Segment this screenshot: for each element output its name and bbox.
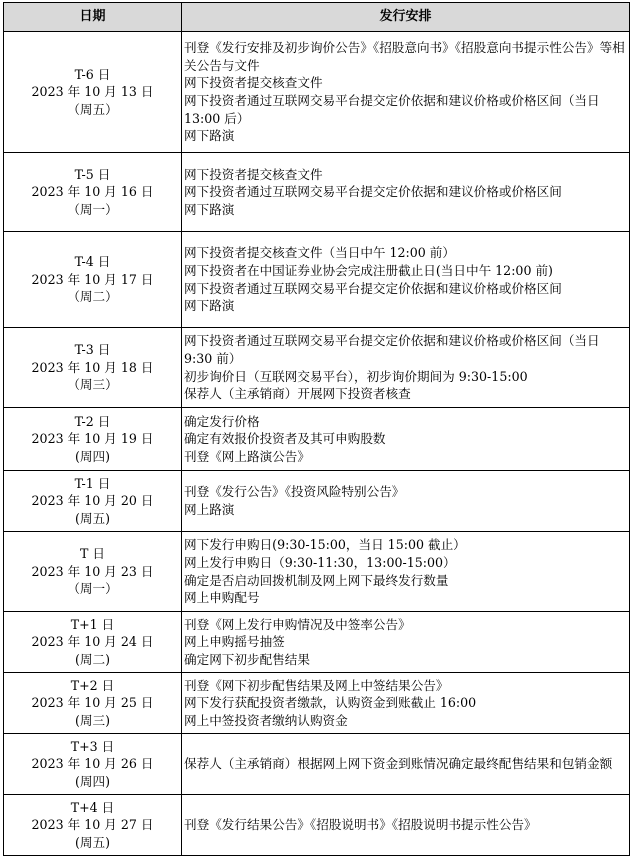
date-full-label: 2023 年 10 月 17 日 xyxy=(31,271,154,287)
date-full-label: 2023 年 10 月 24 日 xyxy=(31,634,154,650)
date-cell xyxy=(4,612,182,673)
date-weekday-label: （周二） xyxy=(67,289,118,305)
arrangement-item: 网下投资者提交核查文件 xyxy=(184,166,323,182)
date-day-label: T 日 xyxy=(80,546,105,562)
arrangement-item: 网下投资者在中国证券业协会完成注册截止日(当日中午 12:00 前) xyxy=(184,262,553,278)
arrangement-item: 刊登《发行公告》《投资风险特别公告》 xyxy=(184,484,405,500)
arrangement-cell xyxy=(182,328,630,408)
arrangement-item: 刊登《网上发行申购情况及中签率公告》 xyxy=(184,616,411,632)
arrangement-item: 刊登《发行安排及初步询价公告》《招股意向书》《招股意向书提示性公告》等相关公告与文件 xyxy=(184,40,625,73)
arrangement-item: 网上路演 xyxy=(184,502,235,517)
table-row xyxy=(4,734,630,795)
arrangement-item: 网上申购配号 xyxy=(184,590,260,606)
arrangement-item: 刊登《网下初步配售结果及网上中签结果公告》 xyxy=(184,677,449,693)
arrangement-item: 网下投资者通过互联网交易平台提交定价依据和建议价格或价格区间（当日 9:30 前） xyxy=(184,333,600,366)
table-row xyxy=(4,32,630,153)
date-weekday-label: (周五) xyxy=(74,834,110,850)
arrangement-item: 确定网下初步配售结果 xyxy=(184,651,310,667)
arrangement-cell xyxy=(182,408,630,471)
table-row xyxy=(4,232,630,328)
table-row xyxy=(4,673,630,734)
date-day-label: T+3 日 xyxy=(70,738,115,754)
date-cell xyxy=(4,408,182,471)
schedule-body xyxy=(4,32,630,856)
arrangement-item: 保荐人（主承销商）根据网上网下资金到账情况确定最终配售结果和包销金额 xyxy=(184,756,613,772)
arrangement-item: 网下发行获配投资者缴款，认购资金到账截止 16:00 xyxy=(184,695,477,711)
date-cell xyxy=(4,328,182,408)
date-weekday-label: （周五） xyxy=(67,101,118,117)
arrangement-item: 保荐人（主承销商）开展网下投资者核查 xyxy=(184,386,411,402)
date-full-label: 2023 年 10 月 18 日 xyxy=(31,359,154,375)
arrangement-cell xyxy=(182,471,630,532)
date-cell xyxy=(4,153,182,232)
date-weekday-label: (周五) xyxy=(74,510,110,526)
date-weekday-label: (周三) xyxy=(74,712,110,728)
arrangement-item: 网下投资者提交核查文件（当日中午 12:00 前） xyxy=(184,245,455,261)
table-row xyxy=(4,471,630,532)
table-row xyxy=(4,328,630,408)
date-cell xyxy=(4,795,182,856)
date-day-label: T+2 日 xyxy=(70,677,115,693)
table-row xyxy=(4,612,630,673)
arrangement-item: 网上中签投资者缴纳认购资金 xyxy=(184,712,348,728)
date-weekday-label: (周四) xyxy=(74,448,110,464)
issuance-schedule-table xyxy=(3,2,630,856)
arrangement-item: 网下路演 xyxy=(184,128,235,144)
date-day-label: T-5 日 xyxy=(74,166,111,182)
arrangement-item: 刊登《网上路演公告》 xyxy=(184,448,310,464)
arrangement-item: 刊登《发行结果公告》《招股说明书》《招股说明书提示性公告》 xyxy=(184,817,537,833)
date-day-label: T-3 日 xyxy=(74,342,111,358)
date-full-label: 2023 年 10 月 26 日 xyxy=(31,756,154,772)
date-full-label: 2023 年 10 月 20 日 xyxy=(31,493,154,509)
arrangement-cell xyxy=(182,153,630,232)
arrangement-item: 网下路演 xyxy=(184,201,235,217)
arrangement-item: 初步询价日（互联网交易平台），初步询价期间为 9:30-15:00 xyxy=(184,368,528,384)
date-day-label: T+1 日 xyxy=(70,616,115,632)
arrangement-item: 网下发行申购日(9:30-15:00，当日 15:00 截止） xyxy=(184,537,466,553)
table-row xyxy=(4,153,630,232)
arrangement-item: 网下投资者通过互联网交易平台提交定价依据和建议价格或价格区间（当日 13:00 后） xyxy=(184,93,600,126)
date-full-label: 2023 年 10 月 25 日 xyxy=(31,695,154,711)
date-full-label: 2023 年 10 月 16 日 xyxy=(31,184,154,200)
table-header-row xyxy=(4,3,630,32)
date-day-label: T-4 日 xyxy=(74,254,111,270)
date-weekday-label: （周一） xyxy=(67,201,118,217)
date-cell xyxy=(4,471,182,532)
date-full-label: 2023 年 10 月 27 日 xyxy=(31,817,154,833)
date-weekday-label: （周三） xyxy=(67,377,118,393)
date-cell xyxy=(4,32,182,153)
table-row xyxy=(4,795,630,856)
arrangement-item: 确定是否启动回拨机制及网上网下最终发行数量 xyxy=(184,572,449,588)
arrangement-item: 网下投资者提交核查文件 xyxy=(184,75,323,91)
arrangement-column-header: 发行安排 xyxy=(182,3,630,32)
date-weekday-label: (周二) xyxy=(74,651,110,667)
date-day-label: T-2 日 xyxy=(74,413,111,429)
arrangement-item: 网上申购摇号抽签 xyxy=(184,634,285,650)
date-day-label: T-6 日 xyxy=(74,66,111,82)
arrangement-item: 网下投资者通过互联网交易平台提交定价依据和建议价格或价格区间 xyxy=(184,280,562,296)
arrangement-cell xyxy=(182,612,630,673)
date-weekday-label: （周一） xyxy=(67,581,118,597)
arrangement-cell xyxy=(182,232,630,328)
date-day-label: T+4 日 xyxy=(70,799,115,815)
table-row xyxy=(4,532,630,612)
date-full-label: 2023 年 10 月 19 日 xyxy=(31,431,154,447)
date-full-label: 2023 年 10 月 23 日 xyxy=(31,563,154,579)
arrangement-cell xyxy=(182,673,630,734)
date-column-header: 日期 xyxy=(4,3,182,32)
date-full-label: 2023 年 10 月 13 日 xyxy=(31,84,154,100)
date-cell xyxy=(4,734,182,795)
arrangement-cell xyxy=(182,532,630,612)
date-cell xyxy=(4,232,182,328)
arrangement-cell xyxy=(182,32,630,153)
arrangement-item: 确定发行价格 xyxy=(184,413,260,429)
date-cell xyxy=(4,673,182,734)
date-cell xyxy=(4,532,182,612)
arrangement-item: 确定有效报价投资者及其可申购股数 xyxy=(184,431,386,447)
arrangement-item: 网下投资者通过互联网交易平台提交定价依据和建议价格或价格区间 xyxy=(184,184,562,200)
arrangement-cell xyxy=(182,734,630,795)
arrangement-item: 网下路演 xyxy=(184,298,235,314)
table-row xyxy=(4,408,630,471)
arrangement-cell xyxy=(182,795,630,856)
arrangement-item: 网上发行申购日（9:30-11:30，13:00-15:00） xyxy=(184,554,456,570)
date-day-label: T-1 日 xyxy=(74,475,111,491)
date-weekday-label: (周四) xyxy=(74,773,110,789)
